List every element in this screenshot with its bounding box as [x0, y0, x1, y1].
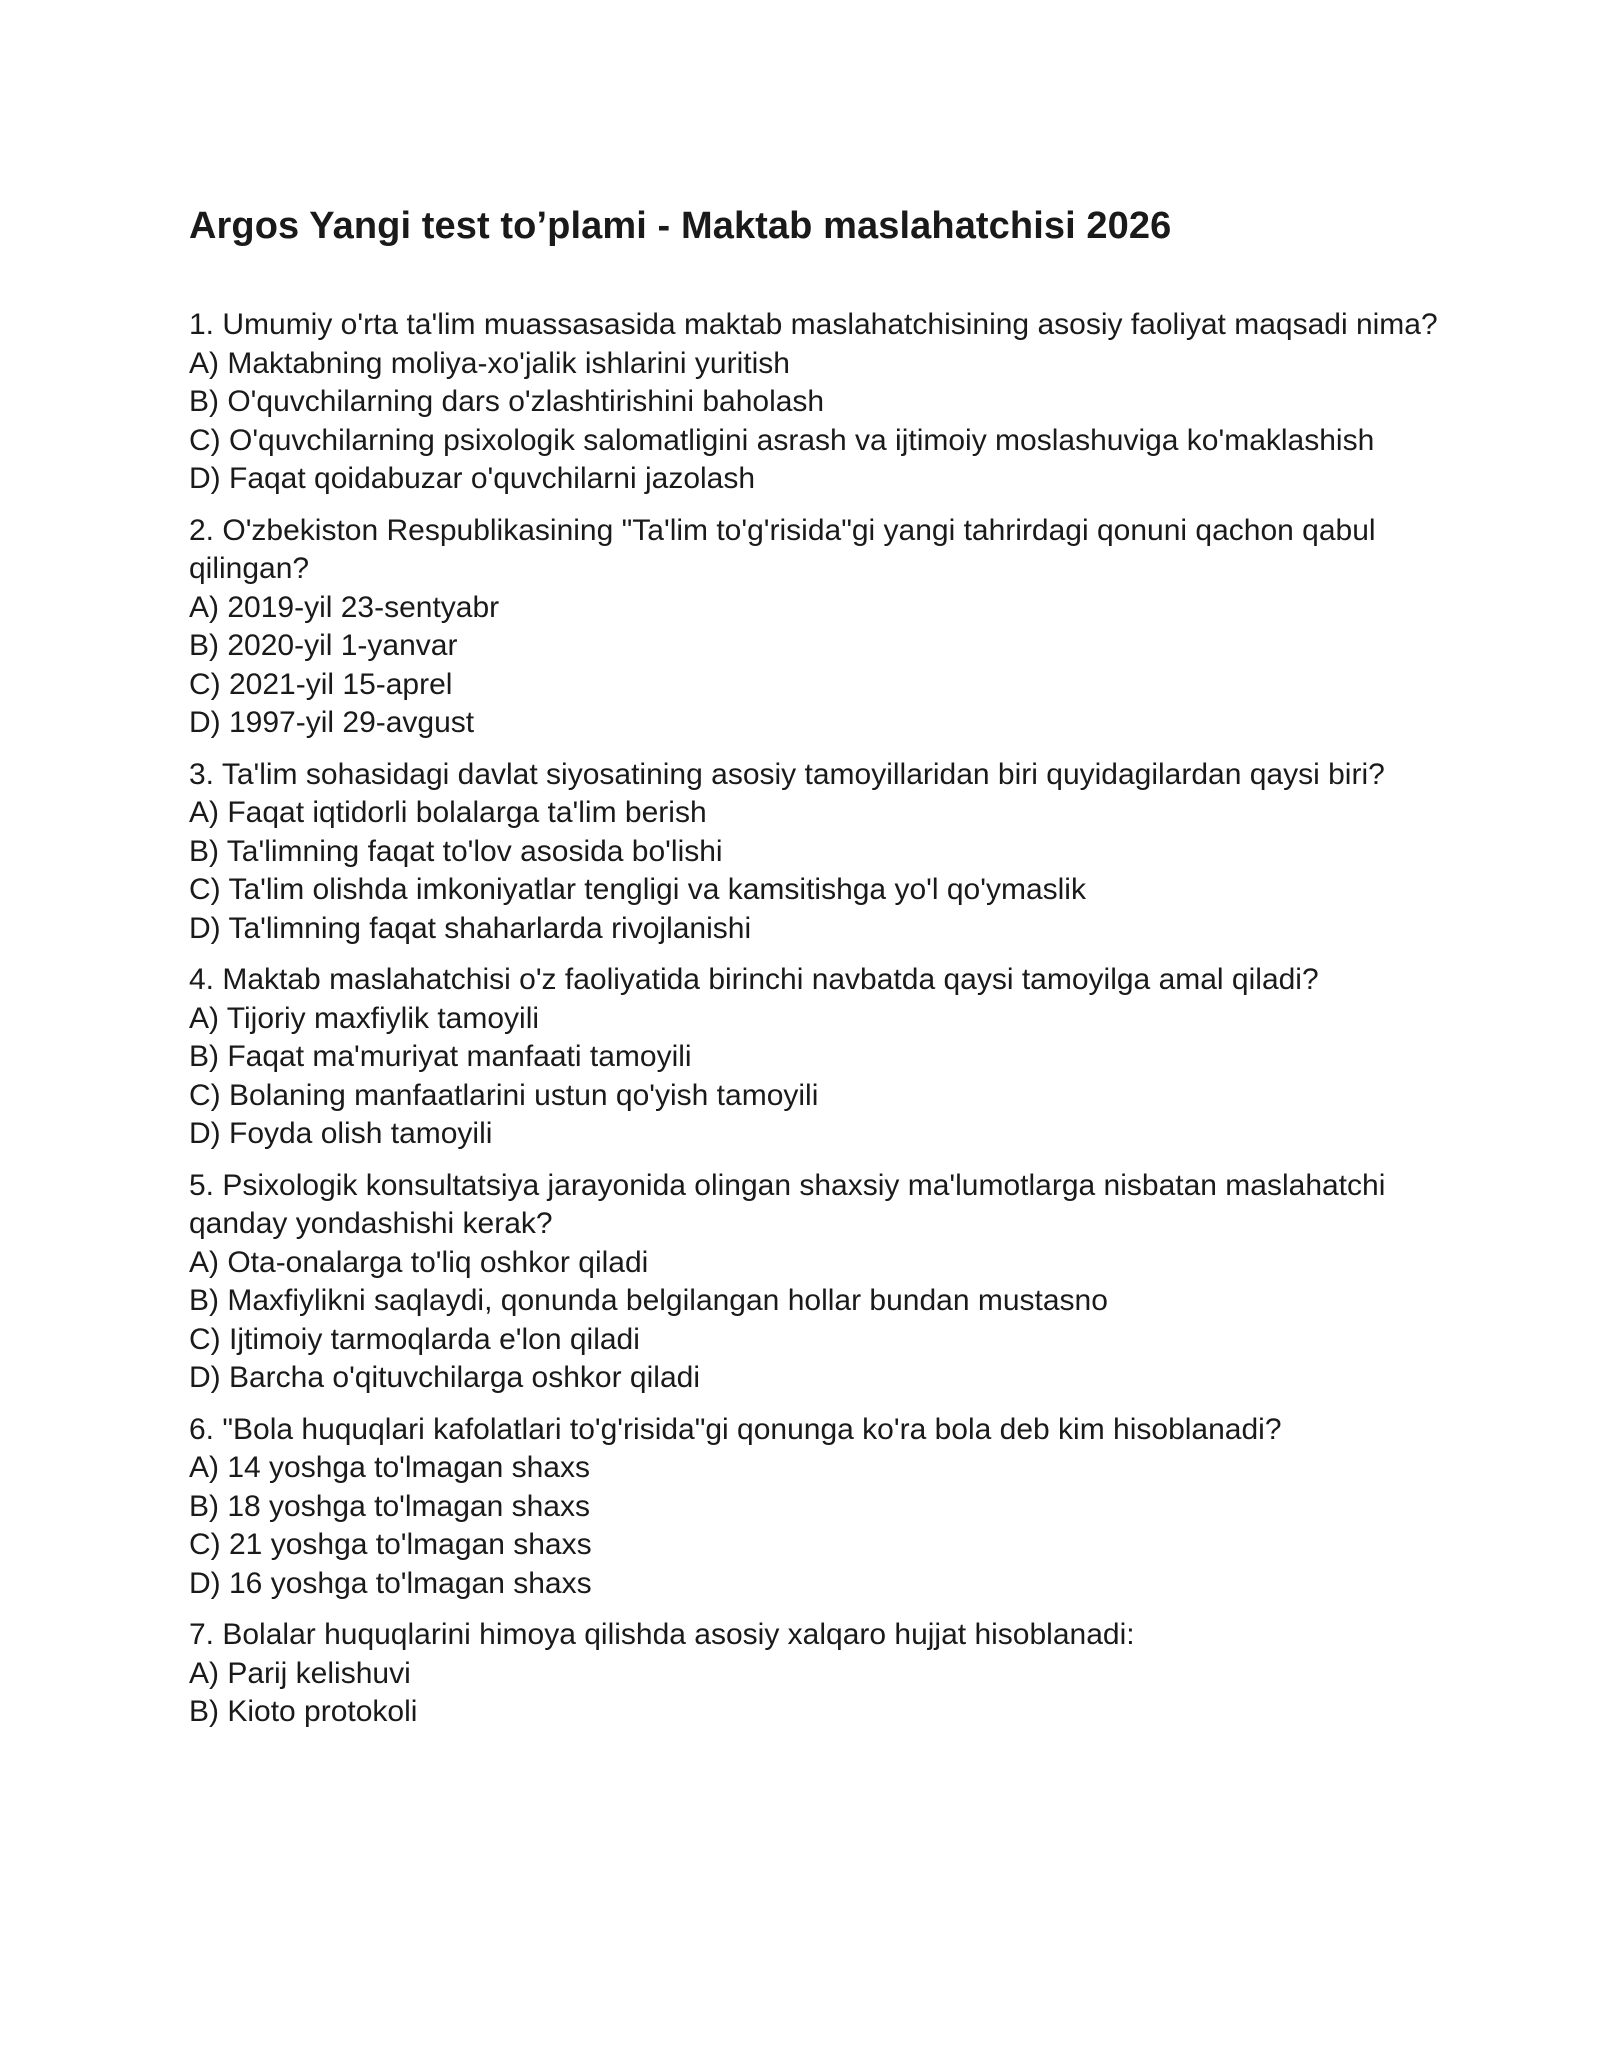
answer-option-c: C) O'quvchilarning psixologik salomatligini asrash va ijtimoiy moslashuviga ko'maklashish	[189, 423, 1375, 457]
answer-option-d: D) Faqat qoidabuzar o'quvchilarni jazolash	[189, 462, 756, 495]
answer-option-a: A) Maktabning moliya-xo'jalik ishlarini yuritish	[189, 346, 790, 380]
answer-option-d: D) Barcha o'qituvchilarga oshkor qiladi	[189, 1361, 700, 1394]
question-3	[189, 756, 1440, 949]
question-text: 3. Ta'lim sohasidagi davlat siyosatining asosiy tamoyillaridan biri quyidagilardan qaysi biri?	[189, 757, 1385, 791]
question-text: 1. Umumiy o'rta ta'lim muassasasida maktab maslahatchisining asosiy faoliyat maqsadi nima?	[189, 308, 1438, 341]
question-text: 7. Bolalar huquqlarini himoya qilishda asosiy xalqaro hujjat hisoblanadi:	[189, 1618, 1135, 1651]
answer-option-c: C) 21 yoshga to'lmagan shaxs	[189, 1528, 592, 1561]
answer-option-a: A) Parij kelishuvi	[189, 1656, 411, 1690]
question-text: 2. O'zbekiston Respublikasining "Ta'lim to'g'risida"gi yangi tahrirdagi qonuni qachon qabul qilingan?	[189, 513, 1376, 585]
question-1	[189, 306, 1440, 499]
answer-option-d: D) 1997-yil 29-avgust	[189, 706, 475, 739]
answer-option-d: D) 16 yoshga to'lmagan shaxs	[189, 1566, 592, 1600]
answer-option-a: A) 2019-yil 23-sentyabr	[189, 590, 500, 624]
question-text: 4. Maktab maslahatchisi o'z faoliyatida birinchi navbatda qaysi tamoyilga amal qiladi?	[189, 963, 1319, 996]
answer-option-b: B) 2020-yil 1-yanvar	[189, 629, 458, 662]
answer-option-c: C) Ta'lim olishda imkoniyatlar tengligi va kamsitishga yo'l qo'ymaslik	[189, 873, 1086, 906]
question-text: 5. Psixologik konsultatsiya jarayonida olingan shaxsiy ma'lumotlarga nisbatan maslahatchi qanday yondashishi kerak?	[189, 1168, 1386, 1240]
question-5	[189, 1167, 1440, 1398]
answer-option-b: B) Ta'limning faqat to'lov asosida bo'lishi	[189, 834, 723, 868]
answer-option-a: A) Tijoriy maxfiylik tamoyili	[189, 1001, 540, 1035]
answer-option-b: B) Faqat ma'muriyat manfaati tamoyili	[189, 1040, 692, 1073]
question-4	[189, 961, 1440, 1154]
answer-option-a: A) 14 yoshga to'lmagan shaxs	[189, 1451, 590, 1484]
question-2	[189, 512, 1440, 743]
answer-option-c: C) Ijtimoiy tarmoqlarda e'lon qiladi	[189, 1322, 640, 1356]
answer-option-b: B) O'quvchilarning dars o'zlashtirishini baholash	[189, 385, 825, 418]
answer-option-b: B) Kioto protokoli	[189, 1695, 418, 1728]
answer-option-a: A) Ota-onalarga to'liq oshkor qiladi	[189, 1245, 649, 1279]
answer-option-c: C) Bolaning manfaatlarini ustun qo'yish tamoyili	[189, 1078, 819, 1112]
question-7	[189, 1616, 1440, 1732]
answer-option-d: D) Foyda olish tamoyili	[189, 1117, 493, 1150]
answer-option-b: B) Maxfiylikni saqlaydi, qonunda belgilangan hollar bundan mustasno	[189, 1284, 1108, 1317]
document-title: Argos Yangi test to’plami - Maktab maslahatchisi 2026	[189, 205, 1172, 247]
answer-option-d: D) Ta'limning faqat shaharlarda rivojlanishi	[189, 911, 752, 945]
answer-option-b: B) 18 yoshga to'lmagan shaxs	[189, 1489, 590, 1523]
question-text: 6. "Bola huquqlari kafolatlari to'g'risida"gi qonunga ko'ra bola deb kim hisoblanadi?	[189, 1412, 1282, 1446]
answer-option-a: A) Faqat iqtidorli bolalarga ta'lim berish	[189, 796, 707, 829]
question-6	[189, 1411, 1440, 1604]
answer-option-c: C) 2021-yil 15-aprel	[189, 667, 453, 701]
